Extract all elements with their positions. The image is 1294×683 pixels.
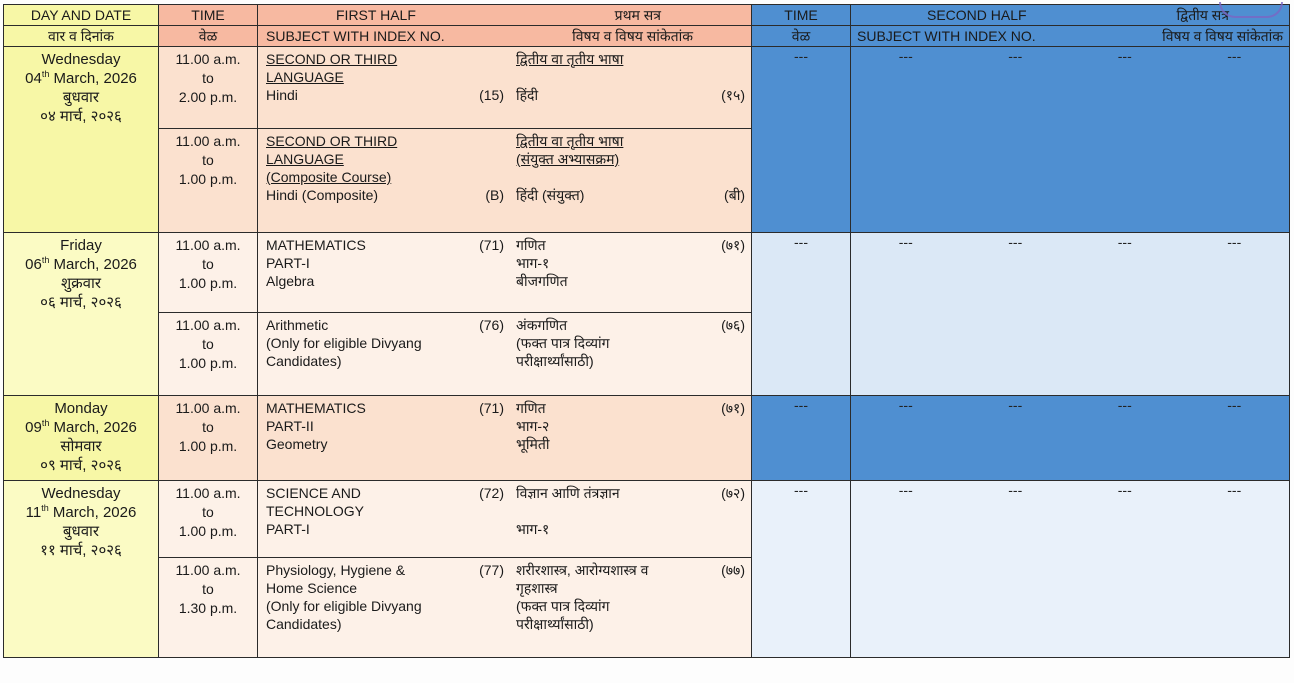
date-label: 04th March, 2026	[25, 69, 137, 87]
official-seal	[1219, 2, 1283, 18]
first-half-label-mr: प्रथम सत्र	[614, 7, 661, 23]
day-name-mr: सोमवार	[60, 438, 102, 455]
date-label: 06th March, 2026	[25, 255, 137, 273]
second-half-label-mr: द्वितीय सत्र	[1176, 7, 1229, 23]
subject-cell: SCIENCE AND (72) TECHNOLOGY PART-I विज्ञान आणि तंत्रज्ञान (७२) भाग-१	[258, 481, 752, 558]
subject-cell: MATHEMATICS (71) PART-II Geometry गणित (७१) भाग-२ भूमिती	[258, 396, 752, 481]
time-cell: 11.00 a.m. to 2.00 p.m.	[159, 47, 258, 129]
day-name-mr: बुधवार	[62, 89, 100, 106]
second-half-subject-cell: --- --- --- ---	[851, 481, 1290, 658]
day-name: Monday	[54, 400, 108, 417]
subject-cell: Arithmetic (76) (Only for eligible Divyang Candidates) अंकगणित (७६) (फक्त पात्र दिव्यांग परीक्षार्थ्यांसाठी)	[258, 313, 752, 396]
time-cell: 11.00 a.m. to 1.00 p.m.	[159, 481, 258, 558]
second-half-label: SECOND HALF	[927, 7, 1027, 23]
second-half-subject-cell: --- --- --- ---	[851, 396, 1290, 481]
timetable-table	[3, 4, 1290, 658]
header-time-2: TIME	[752, 5, 851, 26]
subject-cell: SECOND OR THIRD LANGUAGE Hindi (15) द्वितीय वा तृतीय भाषा हिंदी (१५)	[258, 47, 752, 129]
subject-cell: MATHEMATICS (71) PART-I Algebra गणित (७१) भाग-१ बीजगणित	[258, 233, 752, 313]
time-cell: 11.00 a.m. to 1.30 p.m.	[159, 558, 258, 658]
second-half-subject-cell: --- --- --- ---	[851, 47, 1290, 233]
date-label-mr: ०९ मार्च, २०२६	[40, 457, 122, 474]
header-subject-index-2	[851, 26, 1290, 47]
header-day-and-date-mr: वार व दिनांक	[4, 26, 159, 47]
subject-cell: SECOND OR THIRD LANGUAGE (Composite Course) Hindi (Composite) (B) द्वितीय वा तृतीय भाषा (संयुक्त अभ्यासक्रम) हिंदी (संयुक्त) (बी)	[258, 129, 752, 233]
table-row	[4, 396, 1290, 481]
table-row	[4, 47, 1290, 129]
date-cell	[4, 233, 159, 396]
second-half-time-cell: ---	[752, 47, 851, 233]
date-label: 11th March, 2026	[25, 503, 137, 521]
second-half-time-cell: ---	[752, 233, 851, 396]
first-half-label: FIRST HALF	[336, 7, 416, 23]
day-name-mr: बुधवार	[62, 523, 100, 540]
table-row	[4, 481, 1290, 558]
header-time: TIME	[159, 5, 258, 26]
day-name: Wednesday	[41, 485, 121, 502]
day-name: Friday	[60, 237, 102, 254]
date-label-mr: ०४ मार्च, २०२६	[40, 108, 122, 125]
date-cell	[4, 47, 159, 233]
table-row	[4, 233, 1290, 313]
header-day-and-date: DAY AND DATE	[4, 5, 159, 26]
second-half-time-cell: ---	[752, 481, 851, 658]
header-time-mr: वेळ	[159, 26, 258, 47]
header-subject-index	[258, 26, 752, 47]
day-name: Wednesday	[41, 51, 121, 68]
subject-cell: Physiology, Hygiene & (77) Home Science (Only for eligible Divyang Candidates) शरीरशास्त्र, आरोग्यशास्त्र व (७७) गृहशास्त्र (फक्त पात्र दिव्यांग परीक्षार्थ्यांसाठी)	[258, 558, 752, 658]
subject-index-2-label: SUBJECT WITH INDEX NO.	[857, 28, 1036, 44]
header-time-2-mr: वेळ	[752, 26, 851, 47]
subject-index-2-label-mr: विषय व विषय सांकेतांक	[1162, 28, 1283, 44]
time-cell: 11.00 a.m. to 1.00 p.m.	[159, 233, 258, 313]
time-cell: 11.00 a.m. to 1.00 p.m.	[159, 313, 258, 396]
date-label-mr: ११ मार्च, २०२६	[40, 542, 122, 559]
time-cell: 11.00 a.m. to 1.00 p.m.	[159, 129, 258, 233]
date-cell	[4, 481, 159, 658]
date-cell	[4, 396, 159, 481]
second-half-subject-cell: --- --- --- ---	[851, 233, 1290, 396]
time-cell: 11.00 a.m. to 1.00 p.m.	[159, 396, 258, 481]
date-label: 09th March, 2026	[25, 418, 137, 436]
day-name-mr: शुक्रवार	[60, 275, 102, 292]
subject-index-label: SUBJECT WITH INDEX NO.	[266, 28, 445, 44]
second-half-time-cell: ---	[752, 396, 851, 481]
subject-index-label-mr: विषय व विषय सांकेतांक	[572, 28, 693, 44]
date-label-mr: ०६ मार्च, २०२६	[40, 294, 122, 311]
exam-timetable	[3, 4, 1289, 680]
header-first-half	[258, 5, 752, 26]
